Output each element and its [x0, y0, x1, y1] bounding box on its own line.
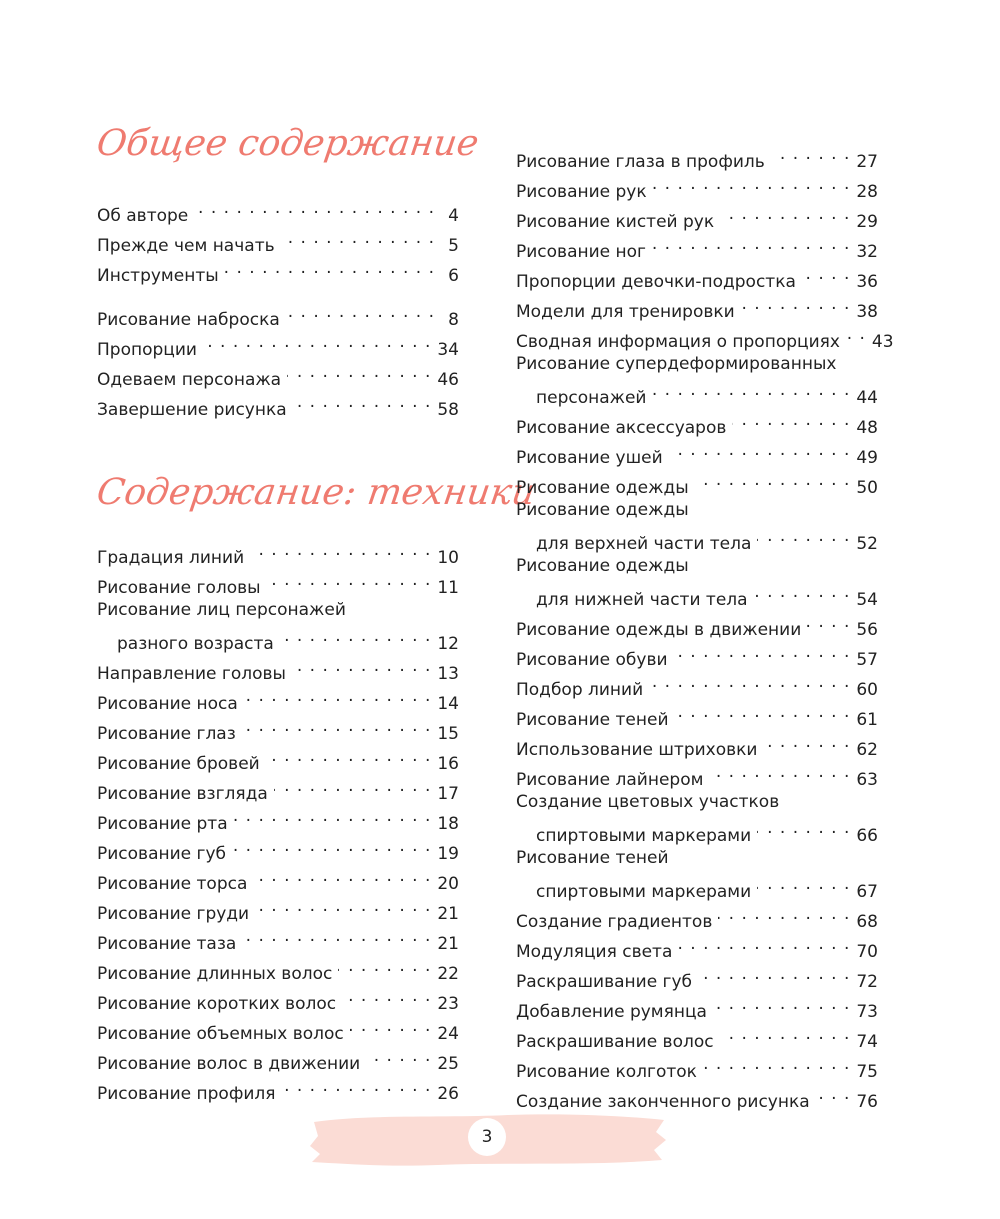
toc-dot-leader	[816, 1081, 851, 1107]
toc-entry-page: 27	[856, 152, 878, 172]
toc-entry	[516, 669, 878, 699]
toc-entry-page: 50	[856, 478, 878, 498]
toc-dot-leader	[232, 833, 431, 859]
toc-entry-title: Модуляция света	[516, 942, 673, 962]
toc-entry-title-continuation: спиртовыми маркерами	[536, 882, 752, 902]
toc-dot-leader	[253, 863, 431, 889]
toc-entry-page: 34	[437, 340, 459, 360]
toc-dot-leader	[274, 773, 432, 799]
toc-entry-page: 72	[856, 972, 878, 992]
toc-entry-page: 5	[448, 236, 459, 256]
toc-dot-leader	[695, 467, 851, 493]
toc-entry-page: 73	[856, 1002, 878, 1022]
toc-entry	[516, 351, 878, 407]
toc-entry-page: 74	[856, 1032, 878, 1052]
toc-dot-leader	[234, 803, 432, 829]
toc-entry	[516, 291, 878, 321]
toc-dot-leader	[675, 699, 851, 725]
toc-entry	[97, 683, 459, 713]
toc-dot-leader	[286, 299, 435, 325]
toc-entry	[97, 537, 459, 567]
toc-entry-page: 16	[437, 754, 459, 774]
toc-entry	[97, 1043, 459, 1073]
toc-dot-leader	[287, 359, 431, 385]
toc-entry-page: 24	[437, 1024, 459, 1044]
toc-entry	[516, 789, 878, 845]
toc-entry	[97, 773, 459, 803]
toc-entry-title: Рисование ног	[516, 242, 646, 262]
toc-entry	[97, 255, 459, 285]
toc-entry-page: 70	[856, 942, 878, 962]
toc-dot-leader	[802, 261, 850, 287]
toc-dot-leader	[649, 669, 850, 695]
toc-entry	[516, 901, 878, 931]
toc-dot-leader	[652, 377, 850, 403]
toc-dot-leader	[350, 1013, 432, 1039]
toc-dot-leader	[754, 579, 851, 605]
page-number: 3	[468, 1118, 506, 1156]
toc-entry-page: 67	[856, 882, 878, 902]
toc-entry-page: 52	[856, 534, 878, 554]
toc-entry-page: 75	[856, 1062, 878, 1082]
toc-dot-leader	[771, 141, 851, 167]
toc-entry-title: Рисование теней	[516, 710, 669, 730]
toc-entry	[516, 639, 878, 669]
toc-entry	[516, 261, 878, 291]
toc-entry-title: Рисование аксессуаров	[516, 418, 727, 438]
toc-dot-leader	[292, 653, 431, 679]
toc-entry-title: Рисование одежды в движении	[516, 620, 802, 640]
toc-entry-title: Рисование носа	[97, 694, 238, 714]
toc-entry-title: Пропорции	[97, 340, 197, 360]
toc-entry	[516, 1021, 878, 1051]
toc-entry-page: 21	[437, 934, 459, 954]
toc-entry-title: Завершение рисунка	[97, 400, 287, 420]
toc-entry	[97, 329, 459, 359]
toc-entry-title-continuation: разного возраста	[117, 634, 274, 654]
toc-entry-page: 60	[856, 680, 878, 700]
toc-entry-title: Использование штриховки	[516, 740, 758, 760]
toc-dot-leader	[653, 171, 851, 197]
toc-entry-page: 76	[856, 1092, 878, 1112]
toc-entry-page: 8	[448, 310, 459, 330]
toc-entry	[516, 497, 878, 553]
toc-entry	[516, 437, 878, 467]
general-contents-list	[97, 195, 459, 285]
toc-entry	[516, 759, 878, 789]
toc-entry-page: 68	[856, 912, 878, 932]
toc-entry-page: 62	[856, 740, 878, 760]
toc-entry-title: Рисование профиля	[97, 1084, 276, 1104]
toc-dot-leader	[267, 567, 432, 593]
general-contents-list-parts	[97, 299, 459, 419]
techniques-contents-heading: Содержание: техники	[94, 472, 538, 513]
toc-entry-title: Рисование одежды	[516, 478, 689, 498]
toc-entry-title: Раскрашивание губ	[516, 972, 693, 992]
toc-entry-title: Модели для тренировки	[516, 302, 735, 322]
toc-dot-leader	[652, 231, 850, 257]
toc-entry-title-continuation: для нижней части тела	[536, 590, 748, 610]
toc-entry-page: 56	[856, 620, 878, 640]
toc-dot-leader	[713, 991, 850, 1017]
general-contents-heading: Общее содержание	[94, 123, 482, 164]
toc-entry-page: 12	[437, 634, 459, 654]
toc-entry	[97, 1013, 459, 1043]
toc-entry-title: Рисование рук	[516, 182, 647, 202]
toc-entry	[516, 609, 878, 639]
toc-entry	[516, 931, 878, 961]
toc-entry	[97, 923, 459, 953]
toc-entry-page: 46	[437, 370, 459, 390]
toc-entry-page: 63	[856, 770, 878, 790]
toc-entry-title: Сводная информация о пропорциях	[516, 332, 840, 352]
toc-entry-page: 29	[856, 212, 878, 232]
toc-entry-page: 18	[437, 814, 459, 834]
toc-entry	[516, 699, 878, 729]
toc-dot-leader	[763, 729, 850, 755]
toc-entry-page: 48	[856, 418, 878, 438]
toc-entry-page: 32	[856, 242, 878, 262]
toc-entry-title: Рисование одежды	[516, 500, 689, 520]
toc-dot-leader	[678, 931, 850, 957]
toc-entry	[516, 553, 878, 609]
toc-dot-leader	[698, 961, 850, 987]
toc-entry-title: Рисование волос в движении	[97, 1054, 361, 1074]
toc-entry	[97, 1073, 459, 1103]
toc-entry	[97, 359, 459, 389]
toc-entry-title: Градация линий	[97, 548, 245, 568]
toc-entry	[516, 961, 878, 991]
toc-dot-leader	[342, 983, 431, 1009]
toc-entry	[97, 863, 459, 893]
toc-entry	[97, 389, 459, 419]
toc-entry-page: 66	[856, 826, 878, 846]
toc-dot-leader	[281, 225, 435, 251]
toc-entry-title: Рисование одежды	[516, 556, 689, 576]
toc-entry	[97, 225, 459, 255]
toc-entry-title: Рисование лиц персонажей	[97, 600, 346, 620]
toc-entry-title: Рисование колготок	[516, 1062, 697, 1082]
toc-entry-page: 6	[448, 266, 459, 286]
toc-entry-title: Подбор линий	[516, 680, 644, 700]
toc-entry	[516, 467, 878, 497]
toc-dot-leader	[225, 255, 435, 281]
toc-entry-title: Раскрашивание волос	[516, 1032, 714, 1052]
toc-entry-title: Рисование взгляда	[97, 784, 268, 804]
toc-entry-title-continuation: персонажей	[536, 388, 647, 408]
toc-dot-leader	[338, 953, 431, 979]
toc-dot-leader	[846, 321, 866, 347]
toc-entry-title: Рисование наброска	[97, 310, 280, 330]
toc-entry-title: Об авторе	[97, 206, 189, 226]
toc-entry	[516, 171, 878, 201]
toc-entry	[516, 231, 878, 261]
toc-dot-leader	[244, 683, 432, 709]
toc-entry-title-continuation: для верхней части тела	[536, 534, 752, 554]
toc-entry	[516, 407, 878, 437]
toc-entry-page: 23	[437, 994, 459, 1014]
toc-entry-page: 20	[437, 874, 459, 894]
toc-entry-page: 13	[437, 664, 459, 684]
toc-entry-page: 15	[437, 724, 459, 744]
toc-entry-title: Рисование супердеформированных	[516, 354, 837, 374]
toc-entry-title: Рисование глаз	[97, 724, 236, 744]
toc-entry	[97, 195, 459, 225]
toc-dot-leader	[703, 1051, 850, 1077]
toc-entry	[97, 567, 459, 597]
toc-entry-title: Инструменты	[97, 266, 219, 286]
toc-dot-leader	[255, 893, 431, 919]
toc-dot-leader	[669, 437, 851, 463]
toc-entry	[97, 953, 459, 983]
toc-entry-title: Рисование кистей рук	[516, 212, 715, 232]
toc-entry-page: 28	[856, 182, 878, 202]
toc-entry	[516, 729, 878, 759]
toc-entry	[516, 1081, 878, 1111]
toc-entry-page: 22	[437, 964, 459, 984]
toc-entry	[97, 983, 459, 1013]
toc-entry-page: 10	[437, 548, 459, 568]
toc-dot-leader	[741, 291, 851, 317]
toc-dot-leader	[203, 329, 431, 355]
toc-entry-title: Рисование теней	[516, 848, 669, 868]
toc-dot-leader	[194, 195, 435, 221]
toc-entry	[97, 299, 459, 329]
toc-dot-leader	[732, 407, 850, 433]
toc-entry	[516, 321, 894, 352]
toc-entry-title: Рисование груди	[97, 904, 250, 924]
toc-entry-page: 26	[437, 1084, 459, 1104]
toc-dot-leader	[807, 609, 850, 635]
toc-entry-page: 49	[856, 448, 878, 468]
toc-entry	[97, 743, 459, 773]
toc-dot-leader	[709, 759, 850, 785]
toc-dot-leader	[720, 1021, 851, 1047]
toc-entry	[97, 893, 459, 923]
toc-dot-leader	[266, 743, 432, 769]
toc-entry-page: 38	[856, 302, 878, 322]
toc-entry	[516, 991, 878, 1021]
toc-dot-leader	[280, 623, 432, 649]
toc-entry-title: Создание законченного рисунка	[516, 1092, 810, 1112]
toc-entry-page: 17	[437, 784, 459, 804]
toc-entry-page: 25	[437, 1054, 459, 1074]
toc-entry-title: Рисование объемных волос	[97, 1024, 344, 1044]
toc-entry-page: 61	[856, 710, 878, 730]
toc-dot-leader	[757, 815, 850, 841]
toc-dot-leader	[250, 537, 431, 563]
toc-entry	[97, 713, 459, 743]
toc-entry	[97, 833, 459, 863]
toc-dot-leader	[718, 901, 850, 927]
toc-entry-title: Рисование лайнером	[516, 770, 704, 790]
toc-entry	[516, 141, 878, 171]
toc-entry-title: Рисование торса	[97, 874, 248, 894]
toc-dot-leader	[366, 1043, 431, 1069]
toc-entry-title-continuation: спиртовыми маркерами	[536, 826, 752, 846]
toc-entry-title: Рисование головы	[97, 578, 261, 598]
toc-entry-title: Рисование бровей	[97, 754, 260, 774]
toc-entry-title: Рисование рта	[97, 814, 228, 834]
toc-entry-title: Рисование коротких волос	[97, 994, 337, 1014]
toc-entry-page: 14	[437, 694, 459, 714]
toc-entry-page: 4	[448, 206, 459, 226]
toc-dot-leader	[282, 1073, 432, 1099]
toc-entry	[97, 803, 459, 833]
toc-entry	[516, 1051, 878, 1081]
toc-entry-title: Рисование обуви	[516, 650, 668, 670]
techniques-list-left	[97, 537, 459, 1103]
toc-entry-page: 58	[437, 400, 459, 420]
techniques-list-right	[516, 141, 894, 1112]
toc-dot-leader	[757, 523, 850, 549]
toc-entry-title: Создание цветовых участков	[516, 792, 780, 812]
toc-entry	[516, 845, 878, 901]
toc-entry-page: 19	[437, 844, 459, 864]
toc-entry	[97, 653, 459, 683]
toc-entry-title: Создание градиентов	[516, 912, 713, 932]
toc-dot-leader	[293, 389, 432, 415]
toc-entry-title: Рисование глаза в профиль	[516, 152, 765, 172]
toc-entry-title: Добавление румянца	[516, 1002, 707, 1022]
toc-entry-title: Одеваем персонажа	[97, 370, 282, 390]
toc-entry-page: 57	[856, 650, 878, 670]
toc-entry-title: Рисование губ	[97, 844, 226, 864]
toc-entry-page: 36	[856, 272, 878, 292]
toc-entry-title: Рисование ушей	[516, 448, 663, 468]
toc-dot-leader	[674, 639, 851, 665]
toc-entry-page: 21	[437, 904, 459, 924]
toc-dot-leader	[720, 201, 850, 227]
toc-entry	[97, 597, 459, 653]
toc-entry-title: Направление головы	[97, 664, 286, 684]
toc-entry-page: 43	[871, 332, 894, 352]
toc-entry-title: Рисование длинных волос	[97, 964, 333, 984]
toc-entry-page: 44	[856, 388, 878, 408]
toc-dot-leader	[757, 871, 850, 897]
toc-dot-leader	[242, 713, 432, 739]
toc-entry-title: Рисование таза	[97, 934, 237, 954]
toc-entry-page: 11	[437, 578, 459, 598]
toc-dot-leader	[242, 923, 431, 949]
toc-entry-title: Пропорции девочки-подростка	[516, 272, 796, 292]
toc-entry-title: Прежде чем начать	[97, 236, 275, 256]
toc-entry	[516, 201, 878, 231]
toc-entry-page: 54	[856, 590, 878, 610]
